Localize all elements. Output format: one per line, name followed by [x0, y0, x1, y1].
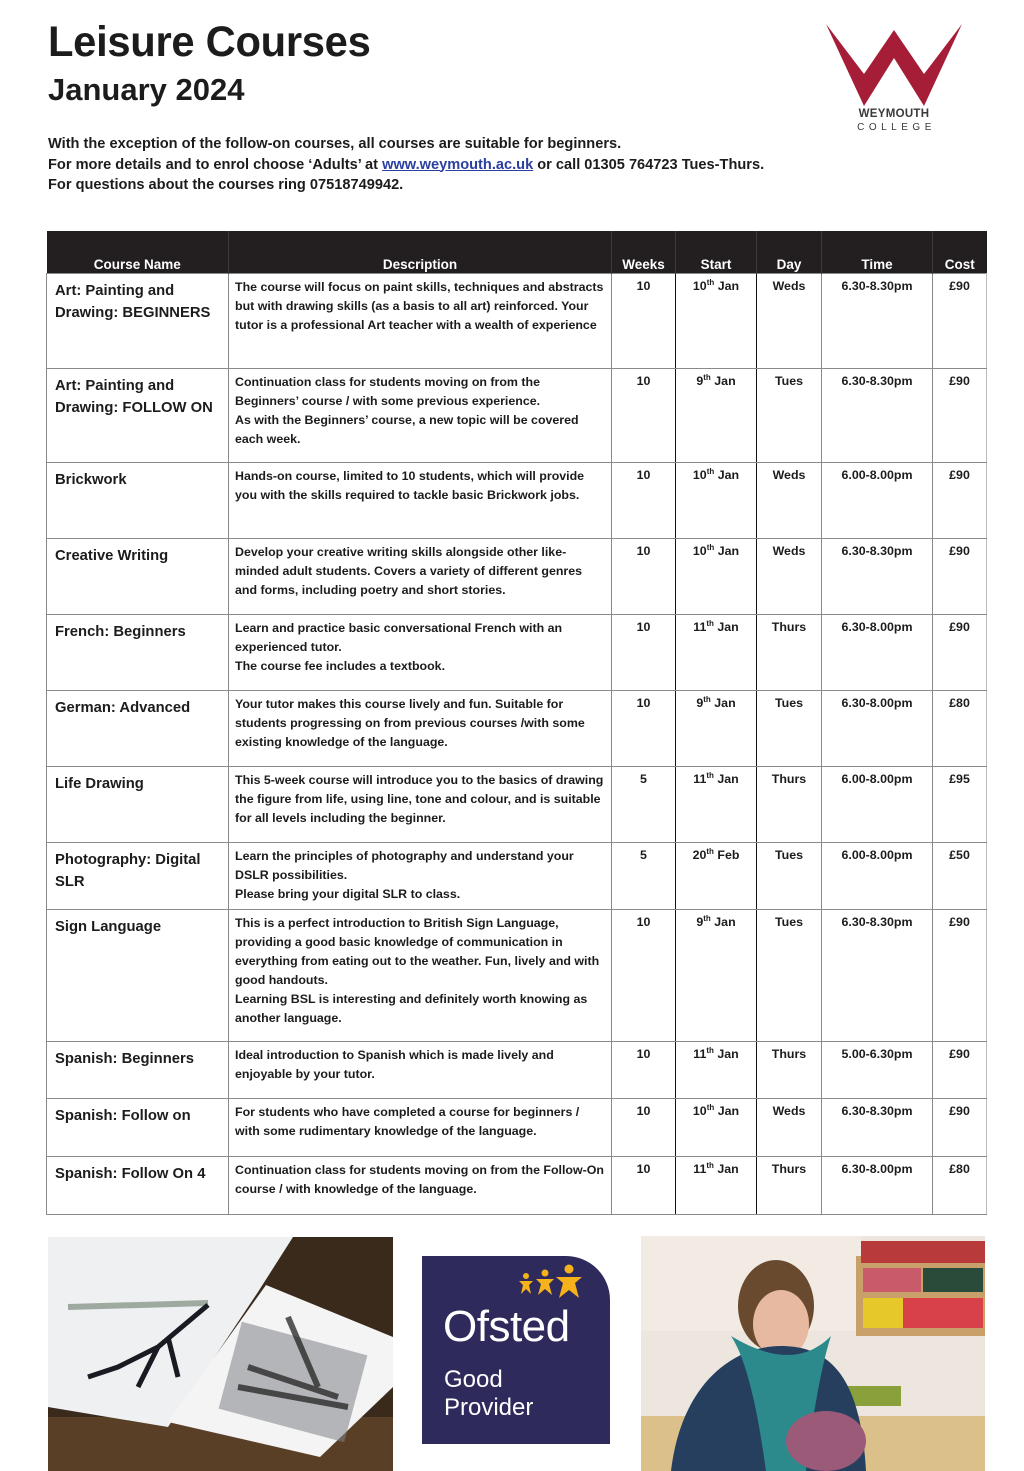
- start-day: 10: [692, 543, 707, 558]
- ofsted-good-provider-badge: [422, 1256, 610, 1444]
- description-paragraph: Your tutor makes this course lively and fun. Suitable for students progressing on from previous courses /with some existing knowledge of the language.: [235, 696, 585, 749]
- course-name-cell: Spanish: Beginners: [47, 1041, 229, 1098]
- start-day: 11: [693, 619, 707, 634]
- table-row: [47, 368, 987, 462]
- course-day-cell: Tues: [757, 909, 822, 1041]
- column-header: Day: [757, 231, 822, 273]
- course-start-cell: [676, 766, 757, 842]
- start-month: Jan: [717, 1103, 740, 1118]
- column-header: Time: [822, 231, 933, 273]
- course-description-cell: [229, 1156, 612, 1214]
- column-header: Start: [676, 231, 757, 273]
- table-row: [47, 909, 987, 1041]
- course-time-cell: 6.00-8.00pm: [822, 842, 933, 909]
- start-month: Jan: [714, 914, 736, 929]
- description-paragraph: This 5-week course will introduce you to the basics of drawing the figure from life, using line, tone and colour, and is suitable for all levels including the beginner.: [235, 772, 604, 825]
- description-paragraph: Develop your creative writing skills alongside other like-minded adult students. Covers a variety of different genres and forms, including poetry and short stories.: [235, 544, 583, 597]
- description-paragraph: This is a perfect introduction to British Sign Language, providing a good basic knowledge of communication in everything from eating out to the weather. Fun, lively and with good handouts.: [235, 915, 600, 987]
- course-weeks-cell: 10: [612, 614, 676, 690]
- table-row: [47, 1098, 987, 1156]
- course-weeks-cell: 10: [612, 368, 676, 462]
- course-cost-cell: £90: [933, 368, 987, 462]
- ofsted-wordmark: Ofsted: [443, 1302, 570, 1351]
- course-name-cell: Sign Language: [47, 909, 229, 1041]
- course-description-cell: [229, 909, 612, 1041]
- start-month: Feb: [717, 847, 740, 862]
- course-time-cell: 6.00-8.00pm: [822, 766, 933, 842]
- course-start-cell: [676, 462, 757, 538]
- page-title: Leisure Courses: [48, 18, 371, 66]
- course-name-cell: Art: Painting and Drawing: BEGINNERS: [47, 273, 229, 368]
- course-cost-cell: £90: [933, 273, 987, 368]
- paintings-illustration: [48, 1237, 393, 1471]
- w-logo-icon: [826, 24, 962, 106]
- table-row: [47, 690, 987, 766]
- course-description-cell: [229, 614, 612, 690]
- course-start-cell: [676, 1098, 757, 1156]
- course-description-cell: [229, 1098, 612, 1156]
- start-month: Jan: [717, 467, 740, 482]
- logo-name-line2: COLLEGE: [857, 122, 936, 133]
- course-description-cell: [229, 766, 612, 842]
- start-month: Jan: [714, 695, 736, 710]
- start-day-suffix: th: [706, 770, 714, 780]
- start-month: Jan: [717, 543, 740, 558]
- start-month: Jan: [717, 278, 740, 293]
- start-day: 10: [692, 1103, 707, 1118]
- table-row: [47, 614, 987, 690]
- course-description-cell: [229, 273, 612, 368]
- intro-line-2-after: or call 01305 764723 Tues-Thurs.: [533, 156, 765, 173]
- start-day-suffix: th: [706, 277, 715, 287]
- course-name-cell: Brickwork: [47, 462, 229, 538]
- course-cost-cell: £50: [933, 842, 987, 909]
- description-paragraph: Ideal introduction to Spanish which is made lively and enjoyable by your tutor.: [235, 1047, 554, 1081]
- description-paragraph: The course will focus on paint skills, techniques and abstracts but with drawing skills (as a basis to all art) reinforced. Your tutor is a professional Art teacher with a wealth of experience: [235, 279, 604, 332]
- course-time-cell: 6.30-8.30pm: [822, 368, 933, 462]
- start-day: 11: [693, 771, 707, 786]
- start-day-suffix: th: [703, 694, 711, 704]
- course-cost-cell: £80: [933, 690, 987, 766]
- course-day-cell: Weds: [757, 273, 822, 368]
- description-paragraph: For students who have completed a course for beginners / with some rudimentary knowledge of the language.: [235, 1104, 580, 1138]
- course-day-cell: Tues: [757, 842, 822, 909]
- table-header-row: [47, 231, 987, 273]
- start-month: Jan: [717, 1161, 739, 1176]
- description-paragraph: Hands-on course, limited to 10 students, which will provide you with the skills required to tackle basic Brickwork jobs.: [235, 468, 585, 502]
- start-day-suffix: th: [703, 913, 711, 923]
- course-time-cell: 6.30-8.00pm: [822, 1156, 933, 1214]
- course-day-cell: Tues: [757, 690, 822, 766]
- start-day-suffix: th: [706, 1102, 715, 1112]
- description-paragraph: The course fee includes a textbook.: [235, 658, 446, 673]
- logo-name-line1: WEYMOUTH: [858, 108, 930, 120]
- course-name-cell: Spanish: Follow on: [47, 1098, 229, 1156]
- table-row: [47, 462, 987, 538]
- course-day-cell: Weds: [757, 462, 822, 538]
- course-time-cell: 6.30-8.30pm: [822, 273, 933, 368]
- page-subtitle: January 2024: [48, 72, 245, 107]
- table-row: [47, 538, 987, 614]
- table-row: [47, 1156, 987, 1214]
- table-row: [47, 273, 987, 368]
- start-day: 11: [693, 1046, 707, 1061]
- course-cost-cell: £90: [933, 909, 987, 1041]
- intro-line-2: [48, 155, 764, 176]
- course-day-cell: Weds: [757, 538, 822, 614]
- course-weeks-cell: 10: [612, 1156, 676, 1214]
- description-paragraph: As with the Beginners’ course, a new topic will be covered each week.: [235, 412, 579, 446]
- course-start-cell: [676, 1041, 757, 1098]
- start-day-suffix: th: [706, 1160, 714, 1170]
- table-row: [47, 1041, 987, 1098]
- start-day: 9: [696, 373, 704, 388]
- course-cost-cell: £90: [933, 1041, 987, 1098]
- course-description-cell: [229, 538, 612, 614]
- course-day-cell: Thurs: [757, 1156, 822, 1214]
- course-weeks-cell: 5: [612, 766, 676, 842]
- course-time-cell: 6.30-8.00pm: [822, 690, 933, 766]
- course-name-cell: Art: Painting and Drawing: FOLLOW ON: [47, 368, 229, 462]
- intro-text: [48, 134, 764, 196]
- course-description-cell: [229, 368, 612, 462]
- tutor-sewing-photo: [641, 1236, 985, 1471]
- course-weeks-cell: 10: [612, 909, 676, 1041]
- course-day-cell: Thurs: [757, 766, 822, 842]
- course-day-cell: Thurs: [757, 1041, 822, 1098]
- start-month: Jan: [717, 771, 739, 786]
- course-weeks-cell: 10: [612, 1098, 676, 1156]
- start-day: 20: [692, 847, 707, 862]
- column-header: Course Name: [47, 231, 229, 273]
- start-month: Jan: [714, 373, 736, 388]
- start-day-suffix: th: [706, 466, 715, 476]
- intro-line-3: For questions about the courses ring 07518749942.: [48, 177, 404, 193]
- description-paragraph: Continuation class for students moving on from the Follow-On course / with knowledge of the language.: [235, 1162, 604, 1196]
- w-logo-shape: [826, 24, 962, 106]
- start-day-suffix: th: [703, 372, 711, 382]
- watercolour-paintings-photo: [48, 1237, 393, 1471]
- course-start-cell: [676, 614, 757, 690]
- course-cost-cell: £95: [933, 766, 987, 842]
- table-row: [47, 766, 987, 842]
- website-link[interactable]: www.weymouth.ac.uk: [382, 156, 534, 173]
- course-start-cell: [676, 368, 757, 462]
- start-day: 9: [696, 914, 704, 929]
- courses-table: [46, 231, 987, 1215]
- course-time-cell: 6.30-8.30pm: [822, 1098, 933, 1156]
- course-name-cell: Life Drawing: [47, 766, 229, 842]
- ofsted-rating-line2: Provider: [444, 1394, 534, 1421]
- course-day-cell: Thurs: [757, 614, 822, 690]
- start-day: 11: [693, 1161, 707, 1176]
- course-cost-cell: £90: [933, 1098, 987, 1156]
- weymouth-college-logo: [826, 24, 962, 136]
- start-day-suffix: th: [706, 542, 715, 552]
- course-day-cell: Tues: [757, 368, 822, 462]
- course-start-cell: [676, 909, 757, 1041]
- start-day-suffix: th: [706, 1045, 714, 1055]
- ofsted-stars-icon: [518, 1264, 586, 1300]
- description-paragraph: Please bring your digital SLR to class.: [235, 886, 461, 901]
- course-time-cell: 6.30-8.30pm: [822, 909, 933, 1041]
- course-time-cell: 5.00-6.30pm: [822, 1041, 933, 1098]
- course-cost-cell: £90: [933, 462, 987, 538]
- column-header: Description: [229, 231, 612, 273]
- course-start-cell: [676, 538, 757, 614]
- intro-line-2-before: For more details and to enrol choose ‘Adults’ at: [48, 156, 383, 173]
- course-weeks-cell: 10: [612, 1041, 676, 1098]
- course-description-cell: [229, 462, 612, 538]
- course-start-cell: [676, 690, 757, 766]
- course-start-cell: [676, 273, 757, 368]
- course-name-cell: German: Advanced: [47, 690, 229, 766]
- course-time-cell: 6.30-8.00pm: [822, 614, 933, 690]
- course-time-cell: 6.00-8.00pm: [822, 462, 933, 538]
- description-paragraph: Learning BSL is interesting and definitely worth knowing as another language.: [235, 991, 588, 1025]
- intro-line-1: With the exception of the follow-on courses, all courses are suitable for beginners.: [48, 136, 622, 152]
- course-start-cell: [676, 1156, 757, 1214]
- table-row: [47, 842, 987, 909]
- start-month: Jan: [717, 1046, 739, 1061]
- description-paragraph: Learn and practice basic conversational French with an experienced tutor.: [235, 620, 563, 654]
- course-weeks-cell: 5: [612, 842, 676, 909]
- course-start-cell: [676, 842, 757, 909]
- start-day: 10: [692, 278, 707, 293]
- course-cost-cell: £80: [933, 1156, 987, 1214]
- course-weeks-cell: 10: [612, 462, 676, 538]
- start-day-suffix: th: [706, 618, 714, 628]
- classroom-illustration: [641, 1236, 985, 1471]
- course-name-cell: Spanish: Follow On 4: [47, 1156, 229, 1214]
- course-description-cell: [229, 1041, 612, 1098]
- course-description-cell: [229, 842, 612, 909]
- course-weeks-cell: 10: [612, 538, 676, 614]
- column-header: Cost: [933, 231, 987, 273]
- course-name-cell: Photography: Digital SLR: [47, 842, 229, 909]
- course-cost-cell: £90: [933, 538, 987, 614]
- course-weeks-cell: 10: [612, 690, 676, 766]
- course-name-cell: Creative Writing: [47, 538, 229, 614]
- course-name-cell: French: Beginners: [47, 614, 229, 690]
- start-day: 10: [692, 467, 707, 482]
- start-day: 9: [696, 695, 704, 710]
- description-paragraph: Continuation class for students moving on from the Beginners’ course / with some previous experience.: [235, 374, 541, 408]
- course-description-cell: [229, 690, 612, 766]
- start-month: Jan: [717, 619, 739, 634]
- ofsted-rating-line1: Good: [444, 1366, 503, 1393]
- course-weeks-cell: 10: [612, 273, 676, 368]
- course-cost-cell: £90: [933, 614, 987, 690]
- description-paragraph: Learn the principles of photography and understand your DSLR possibilities.: [235, 848, 574, 882]
- start-day-suffix: th: [706, 846, 714, 856]
- column-header: Weeks: [612, 231, 676, 273]
- course-time-cell: 6.30-8.30pm: [822, 538, 933, 614]
- course-day-cell: Weds: [757, 1098, 822, 1156]
